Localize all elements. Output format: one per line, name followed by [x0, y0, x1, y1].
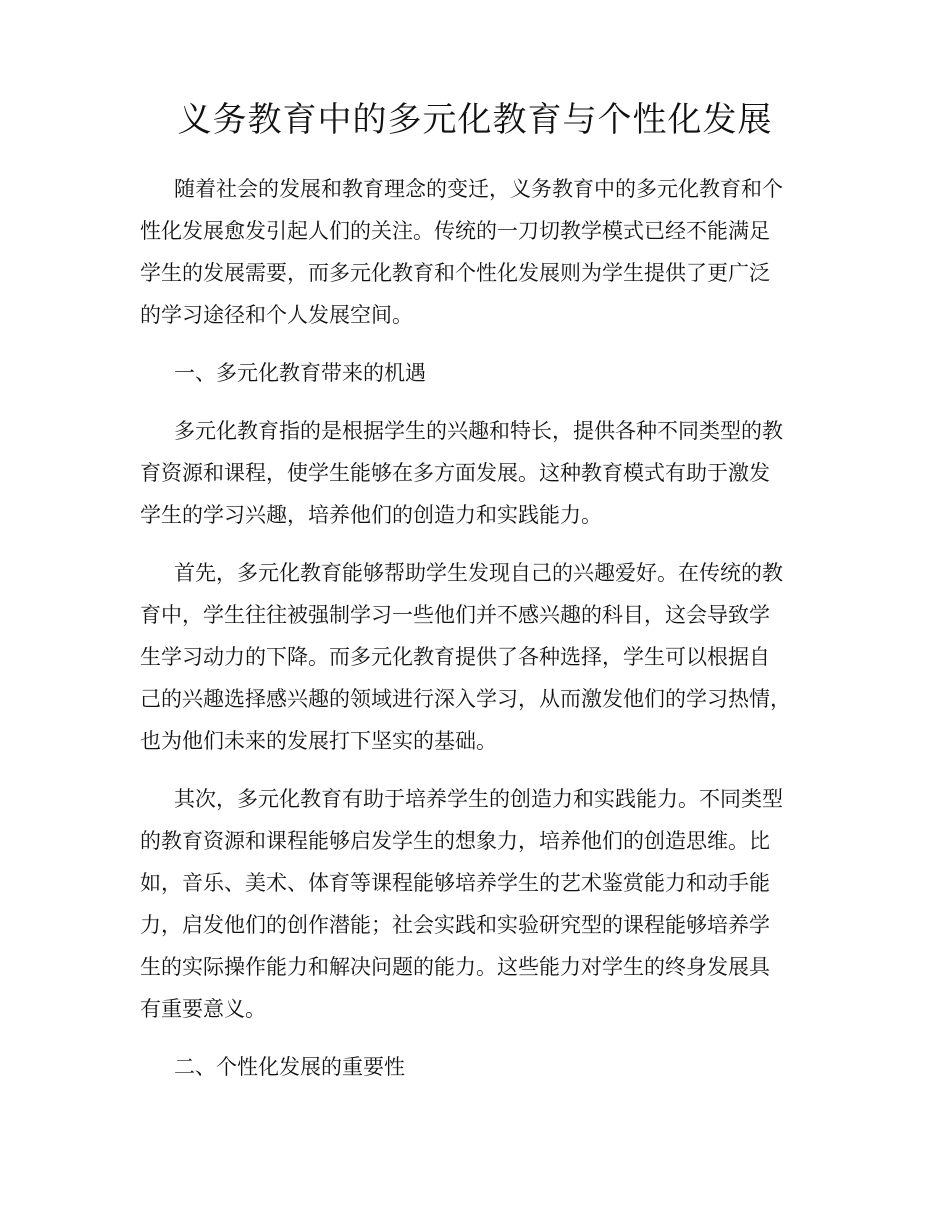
paragraph-2-line-1: 多元化教育指的是根据学生的兴趣和特长，提供各种不同类型的教 — [174, 419, 783, 443]
paragraph-4-line-6: 有重要意义。 — [140, 997, 266, 1021]
paragraph-1-line-1: 随着社会的发展和教育理念的变迁，义务教育中的多元化教育和个 — [174, 177, 783, 201]
paragraph-2-line-2: 育资源和课程，使学生能够在多方面发展。这种教育模式有助于激发 — [140, 461, 770, 485]
paragraph-1-line-4: 的学习途径和个人发展空间。 — [140, 303, 413, 327]
paragraph-3-line-1: 首先，多元化教育能够帮助学生发现自己的兴趣爱好。在传统的教 — [174, 561, 783, 585]
paragraph-4-line-2: 的教育资源和课程能够启发学生的想象力，培养他们的创造思维。比 — [140, 829, 770, 853]
paragraph-4-line-4: 力，启发他们的创作潜能；社会实践和实验研究型的课程能够培养学 — [140, 913, 770, 937]
document-title: 义务教育中的多元化教育与个性化发展 — [177, 100, 773, 140]
paragraph-3-line-5: 也为他们未来的发展打下坚实的基础。 — [140, 729, 497, 753]
paragraph-3-line-2: 育中，学生往往被强制学习一些他们并不感兴趣的科目，这会导致学 — [140, 603, 770, 627]
paragraph-3-line-4: 己的兴趣选择感兴趣的领域进行深入学习，从而激发他们的学习热情， — [140, 687, 791, 711]
paragraph-2-line-3: 学生的学习兴趣，培养他们的创造力和实践能力。 — [140, 503, 602, 527]
section-heading-2: 二、个性化发展的重要性 — [174, 1055, 405, 1079]
section-heading-1: 一、多元化教育带来的机遇 — [174, 361, 426, 385]
paragraph-4-line-3: 如，音乐、美术、体育等课程能够培养学生的艺术鉴赏能力和动手能 — [140, 871, 770, 895]
paragraph-1-line-3: 学生的发展需要，而多元化教育和个性化发展则为学生提供了更广泛 — [140, 261, 770, 285]
paragraph-4-line-5: 生的实际操作能力和解决问题的能力。这些能力对学生的终身发展具 — [140, 955, 770, 979]
paragraph-4-line-1: 其次，多元化教育有助于培养学生的创造力和实践能力。不同类型 — [174, 787, 783, 811]
paragraph-1-line-2: 性化发展愈发引起人们的关注。传统的一刀切教学模式已经不能满足 — [140, 219, 770, 243]
paragraph-3-line-3: 生学习动力的下降。而多元化教育提供了各种选择，学生可以根据自 — [140, 645, 770, 669]
